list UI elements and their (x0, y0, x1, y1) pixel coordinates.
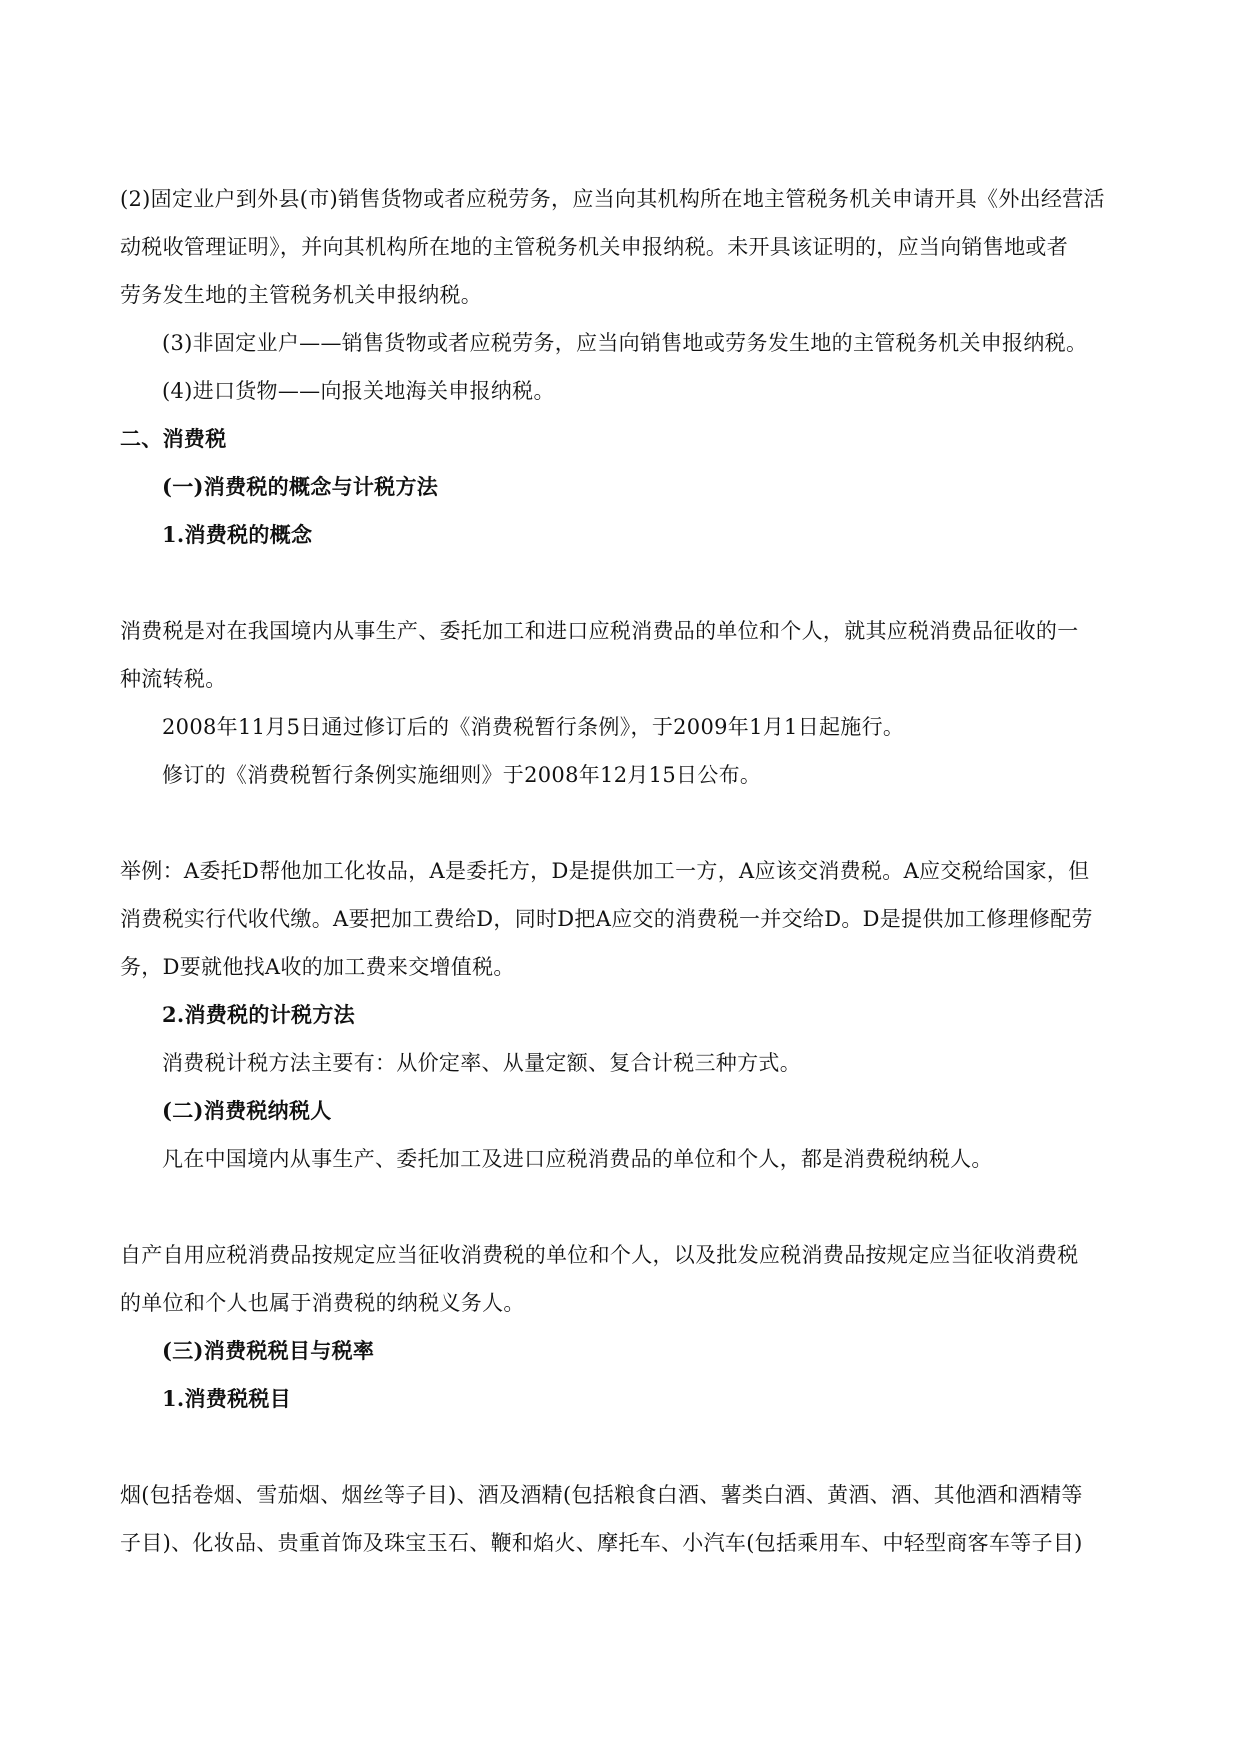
paragraph-line: (3)非固定业户——销售货物或者应税劳务，应当向销售地或劳务发生地的主管税务机关申报纳税。 (162, 331, 1088, 355)
paragraph-line: 自产自用应税消费品按规定应当征收消费税的单位和个人，以及批发应税消费品按规定应当征收消费税 (120, 1243, 1079, 1267)
subsection-heading: (一)消费税的概念与计税方法 (162, 474, 439, 499)
subsection-heading: 1.消费税税目 (162, 1386, 292, 1411)
paragraph-line: 动税收管理证明》，并向其机构所在地的主管税务机关申报纳税。未开具该证明的，应当向销售地或者 (120, 235, 1068, 259)
subsection-heading: 2.消费税的计税方法 (162, 1002, 355, 1027)
paragraph-line: 消费税是对在我国境内从事生产、委托加工和进口应税消费品的单位和个人，就其应税消费品征收的一 (120, 619, 1079, 643)
subsection-heading: (二)消费税纳税人 (162, 1098, 332, 1123)
paragraph-line: 务，D要就他找A收的加工费来交增值税。 (120, 955, 515, 979)
paragraph-line: 2008年11月5日通过修订后的《消费税暂行条例》，于2009年1月1日起施行。 (162, 715, 905, 739)
paragraph-line: 凡在中国境内从事生产、委托加工及进口应税消费品的单位和个人，都是消费税纳税人。 (162, 1147, 993, 1171)
paragraph-line: (4)进口货物——向报关地海关申报纳税。 (162, 379, 555, 403)
paragraph-line: 消费税实行代收代缴。A要把加工费给D，同时D把A应交的消费税一并交给D。D是提供加工修理修配劳 (120, 907, 1093, 931)
subsection-heading: (三)消费税税目与税率 (162, 1338, 375, 1363)
paragraph-line: 消费税计税方法主要有：从价定率、从量定额、复合计税三种方式。 (162, 1051, 801, 1075)
paragraph-line: 种流转税。 (120, 667, 227, 691)
section-heading: 二、消费税 (120, 426, 227, 451)
subsection-heading: 1.消费税的概念 (162, 522, 313, 547)
paragraph-line: 烟(包括卷烟、雪茄烟、烟丝等子目)、酒及酒精(包括粮食白酒、薯类白酒、黄酒、酒、其他酒和酒精等 (120, 1483, 1083, 1507)
paragraph-line: 劳务发生地的主管税务机关申报纳税。 (120, 283, 483, 307)
paragraph-line: (2)固定业户到外县(市)销售货物或者应税劳务，应当向其机构所在地主管税务机关申请开具《外出经营活 (120, 187, 1105, 211)
paragraph-line: 的单位和个人也属于消费税的纳税义务人。 (120, 1291, 525, 1315)
paragraph-line: 举例：A委托D帮他加工化妆品，A是委托方，D是提供加工一方，A应该交消费税。A应交税给国家，但 (120, 859, 1090, 883)
paragraph-line: 修订的《消费税暂行条例实施细则》于2008年12月15日公布。 (162, 763, 762, 787)
paragraph-line: 子目)、化妆品、贵重首饰及珠宝玉石、鞭和焰火、摩托车、小汽车(包括乘用车、中轻型商客车等子目) (120, 1531, 1083, 1555)
